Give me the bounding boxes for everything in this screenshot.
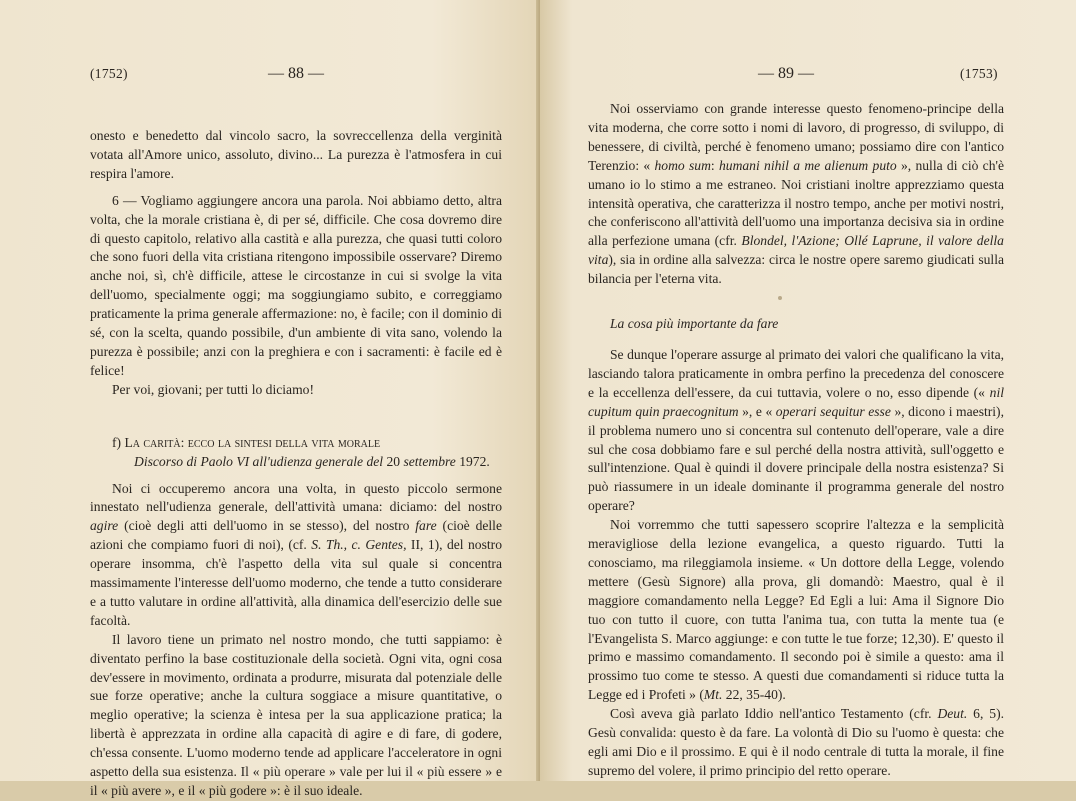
ink-dot [778, 296, 782, 300]
section-heading [90, 434, 502, 453]
section-subtitle: Discorso di Paolo VI all'udienza generale del 20 settembre 1972. [134, 453, 490, 469]
paragraph: onesto e benedetto dal vincolo sacro, la sovreccellenza della verginità votata all'Amore unico, assoluto, divino... La purezza è l'atmosfera in cui respira l'amore. [90, 128, 502, 181]
paragraph: Noi vorremmo che tutti sapessero scoprire l'altezza e la semplicità meravigliose della lezione evangelica, a questo riguardo. Tutti la conosciamo, ma rileggiamola insieme. « Un dottore della Legge, volendo mettere (Gesù Signore) alla prova, gli domandò: Maestro, qual è il maggiore comandamento nella Legge? Ed Egli a lui: Ama il Signore Dio tuo con tutto il cuore, con tutta l'anima tua, con tutta la mente tua (e l'Evangelista S. Marco aggiunge: e con tutte le tue forze; 12,30). E' questo il primo e massimo comandamento. Il secondo poi è simile a questo: ama il prossimo tuo come te stesso. A questi due comandamenti si riduce tutta la Legge ed i Profeti » (Mt. 22, 35-40). [588, 517, 1004, 703]
subheading: La cosa più importante da fare [610, 316, 779, 332]
paragraph: Per voi, giovani; per tutti lo diciamo! [112, 381, 314, 397]
left-running-header: (1752) [90, 66, 128, 81]
ink-mark [588, 289, 1004, 303]
right-running-header: (1753) [960, 66, 998, 81]
right-page [540, 0, 1076, 781]
paragraph: Noi ci occuperemo ancora una volta, in questo piccolo sermone innestato nell'udienza generale, dell'attività umana: diciamo: del nostro agire (cioè degli atti dell'uomo in se stesso), del nostro fare (cioè delle azioni che compiamo fuori di noi), (cf. S. Th., c. Gentes, II, 1), del nostro operare insomma, ch'è l'aspetto della vita sul quale si concentra massimamente l'interesse dell'uomo moderno, che tende a tutto considerare e a tutto valutare in ordine all'attività, alla dinamica dell'esercizio delle sue facoltà. [90, 480, 502, 628]
section-prefix: f) [112, 434, 125, 450]
paragraph: 6 — Vogliamo aggiungere ancora una parola. Noi abbiamo detto, altra volta, che la morale cristiana è, di per sé, difficile. Che cosa dovremo dire di questo capitolo, relativo alla castità e alla purezza, che quasi tutti coloro che sono fuori della vita cristiana ritengono impossibile osservare? Diremo anche noi, sì, ch'è difficile, attese le circostanze in cui si svolge la vita dell'uomo, specialmente oggi; ma soggiungiamo subito, e correggiamo praticamente la prima generale affermazione: no, è facile; con il dominio di sé, con la scelta, quando possibile, d'un ambiente di vita sano, volendo la purezza è possibile; anzi con la preghiera e con i sacramenti: è facile ed è felice! [90, 192, 502, 378]
left-page [0, 0, 540, 798]
paragraph: Così aveva già parlato Iddio nell'antico Testamento (cfr. Deut. 6, 5). Gesù convalida: questo è da fare. La volontà di Dio su l'uomo è questa: che egli ami Dio e il prossimo. E qui è il nodo centrale di tutta la morale, il fine supremo del volere, il primo principio del retto operare. [588, 706, 1004, 778]
paragraph: Noi osserviamo con grande interesse questo fenomeno-principe della vita moderna, che corre sotto i nomi di lavoro, di progresso, di sviluppo, di benessere, di civiltà, perché è fenomeno umano; possiamo dire con l'antico Terenzio: « homo sum: humani nihil a me alienum puto », nulla di ciò ch'è umano io lo stimo a me estraneo. Noi cristiani inoltre apprezziamo questa intensità operativa, che caratterizza il nostro tempo, anche per motivi nostri, che conferiscono all'attività dell'uomo una importanza decisiva sia in ordine alla perfezione umana (cfr. Blondel, l'Azione; Ollé Laprune, il valore della vita), sia in ordine alla salvezza: circa le nostre opere saremo giudicati sulla bilancia per l'eterna vita. [588, 101, 1004, 287]
paragraph: Se dunque l'operare assurge al primato dei valori che qualificano la vita, lasciando talora praticamente in ombra perfino la precedenza del conoscere e la eccellenza dell'essere, da cui tuttavia, volere o no, esso dipende (« nil cupitum quin praecognitum », e « operari sequitur esse », dicono i maestri), il problema numero uno si concentra sul contenuto dell'operare, vale a dire sul che cosa dobbiamo fare e sul perché della nostra attività, sull'oggetto e sull'intenzione. Qual è quindi il dovere principale della nostra esistenza? Si può riassumere in un ideale dominante il programma generale del nostro operare? [588, 346, 1004, 514]
section-title: La carità: ecco la sintesi della vita morale [124, 434, 381, 450]
right-page-number: — 89 — [758, 65, 814, 82]
left-body-text [90, 127, 502, 801]
right-body-text [588, 100, 1004, 781]
left-page-number: — 88 — [268, 65, 324, 82]
paragraph: Il lavoro tiene un primato nel nostro mondo, che tutti sappiamo: è diventato perfino la base costituzionale della società. Ogni vita, ogni cosa dev'essere in movimento, ordinata a produrre, misurata dal potenziale delle sue forze operative; anche la cultura soggiace a misure quantitative, o meglio operative; la scienza è intesa per la sua applicazione pratica; la libertà è apprezzata in ordine alla capacità di agire e di fare, di godere, ch'essa consente. L'uomo moderno tende ad applicare l'acceleratore in ogni aspetto della sua esistenza. Il « più operare » vale per lui il « più essere » e il « più avere », e il « più godere »: è il suo ideale. [90, 631, 502, 798]
